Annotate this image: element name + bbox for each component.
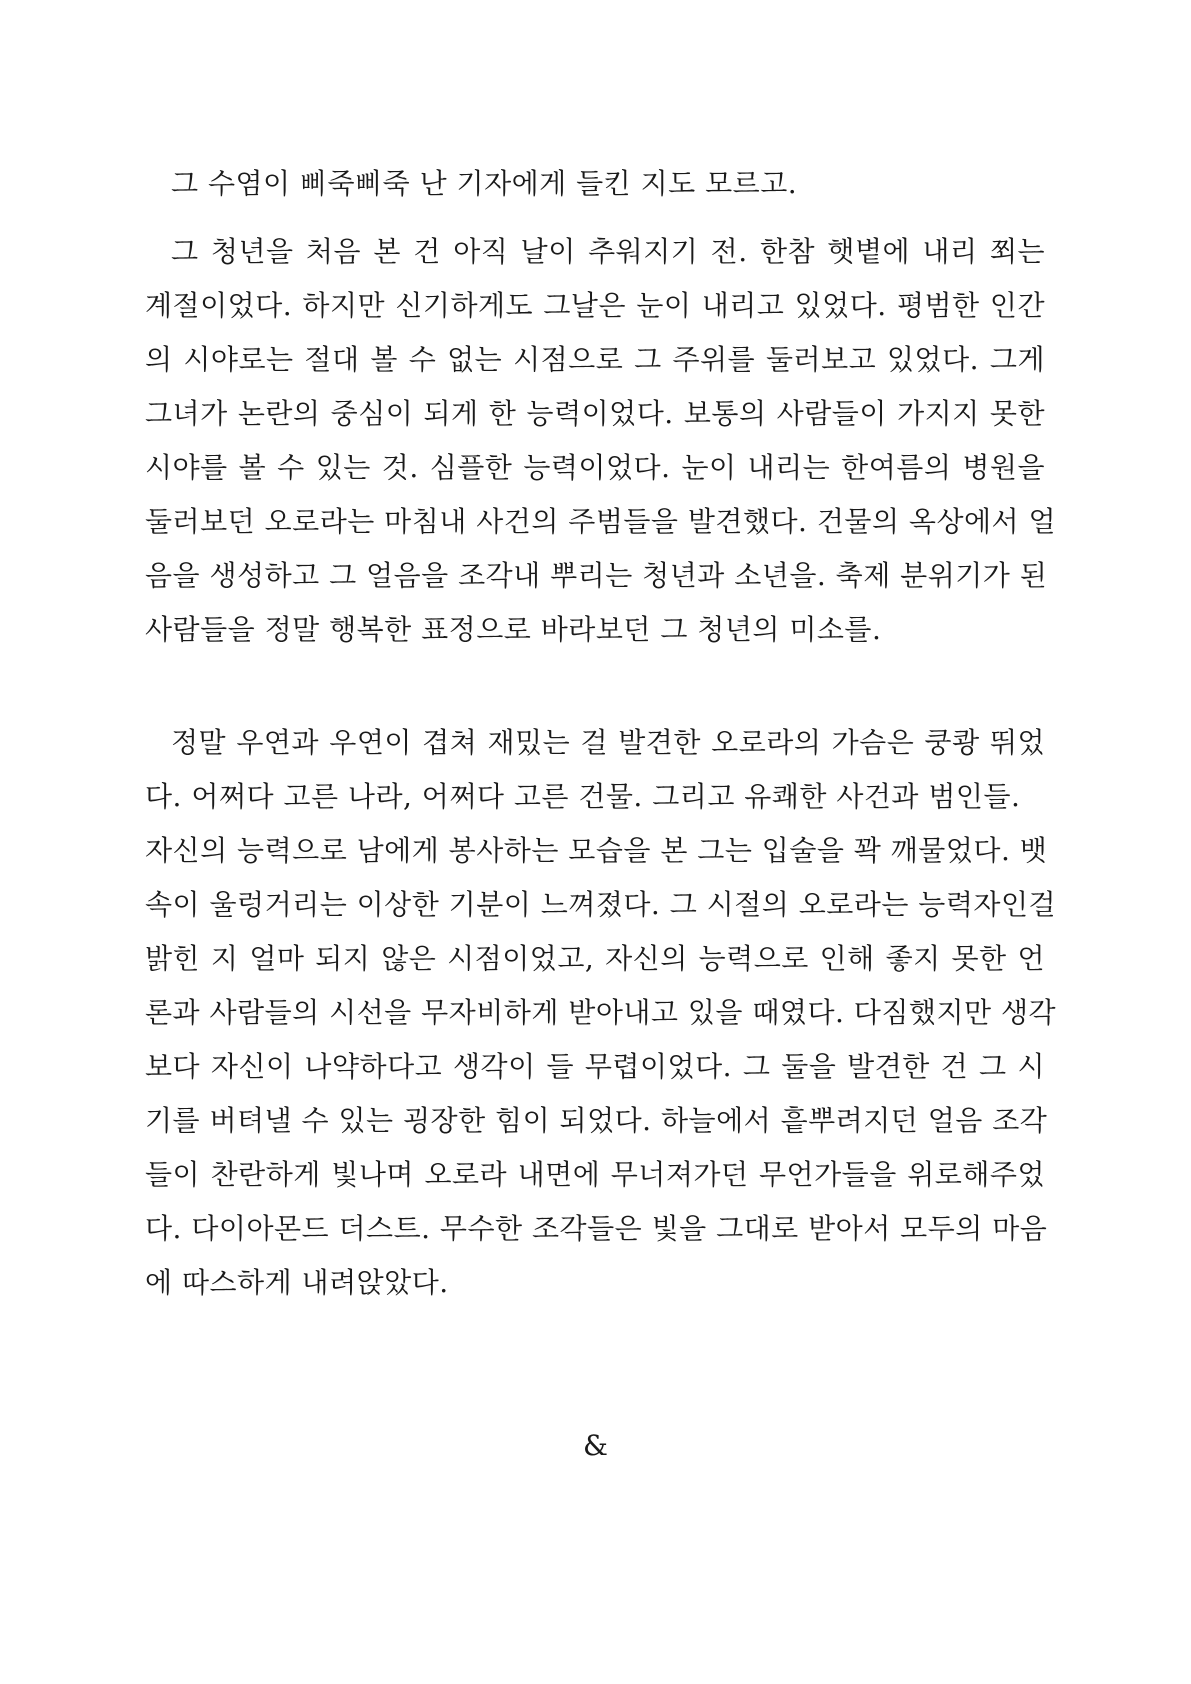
text-line: 자신의 능력으로 남에게 봉사하는 모습을 본 그는 입술을 꽉 깨물었다. 뱃 [145, 834, 1048, 867]
text-line: 다. 어쩌다 고른 나라, 어쩌다 고른 건물. 그리고 유쾌한 사건과 범인들. [145, 780, 1021, 813]
text-line: 속이 울렁거리는 이상한 기분이 느껴졌다. 그 시절의 오로라는 능력자인걸 [145, 888, 1057, 921]
section-separator: & [583, 1429, 608, 1462]
text-line: 그 수염이 삐죽삐죽 난 기자에게 들킨 지도 모르고. [171, 167, 798, 200]
text-line: 그 청년을 처음 본 건 아직 날이 추워지기 전. 한참 햇볕에 내리 쬐는 [171, 235, 1045, 268]
text-line: 의 시야로는 절대 볼 수 없는 시점으로 그 주위를 둘러보고 있었다. 그게 [145, 343, 1045, 376]
text-line: 론과 사람들의 시선을 무자비하게 받아내고 있을 때였다. 다짐했지만 생각 [145, 996, 1057, 1029]
text-line: 음을 생성하고 그 얼음을 조각내 뿌리는 청년과 소년을. 축제 분위기가 된 [145, 559, 1048, 592]
text-line: 시야를 볼 수 있는 것. 심플한 능력이었다. 눈이 내리는 한여름의 병원을 [145, 451, 1045, 484]
text-line: 보다 자신이 나약하다고 생각이 들 무렵이었다. 그 둘을 발견한 건 그 시 [145, 1050, 1045, 1083]
text-line: 계절이었다. 하지만 신기하게도 그날은 눈이 내리고 있었다. 평범한 인간 [145, 289, 1045, 322]
text-line: 들이 찬란하게 빛나며 오로라 내면에 무너져가던 무언가들을 위로해주었 [145, 1158, 1045, 1191]
text-line: 둘러보던 오로라는 마침내 사건의 주범들을 발견했다. 건물의 옥상에서 얼 [145, 505, 1057, 538]
text-line: 밝힌 지 얼마 되지 않은 시점이었고, 자신의 능력으로 인해 좋지 못한 언 [145, 942, 1045, 975]
text-line: 에 따스하게 내려앉았다. [145, 1266, 449, 1299]
text-line: 사람들을 정말 행복한 표정으로 바라보던 그 청년의 미소를. [145, 613, 882, 646]
text-line: 정말 우연과 우연이 겹쳐 재밌는 걸 발견한 오로라의 가슴은 쿵쾅 뛰었 [171, 726, 1045, 759]
text-line: 다. 다이아몬드 더스트. 무수한 조각들은 빛을 그대로 받아서 모두의 마음 [145, 1212, 1048, 1245]
text-line: 기를 버텨낼 수 있는 굉장한 힘이 되었다. 하늘에서 흩뿌려지던 얼음 조각 [145, 1104, 1048, 1137]
text-line: 그녀가 논란의 중심이 되게 한 능력이었다. 보통의 사람들이 가지지 못한 [145, 397, 1045, 430]
